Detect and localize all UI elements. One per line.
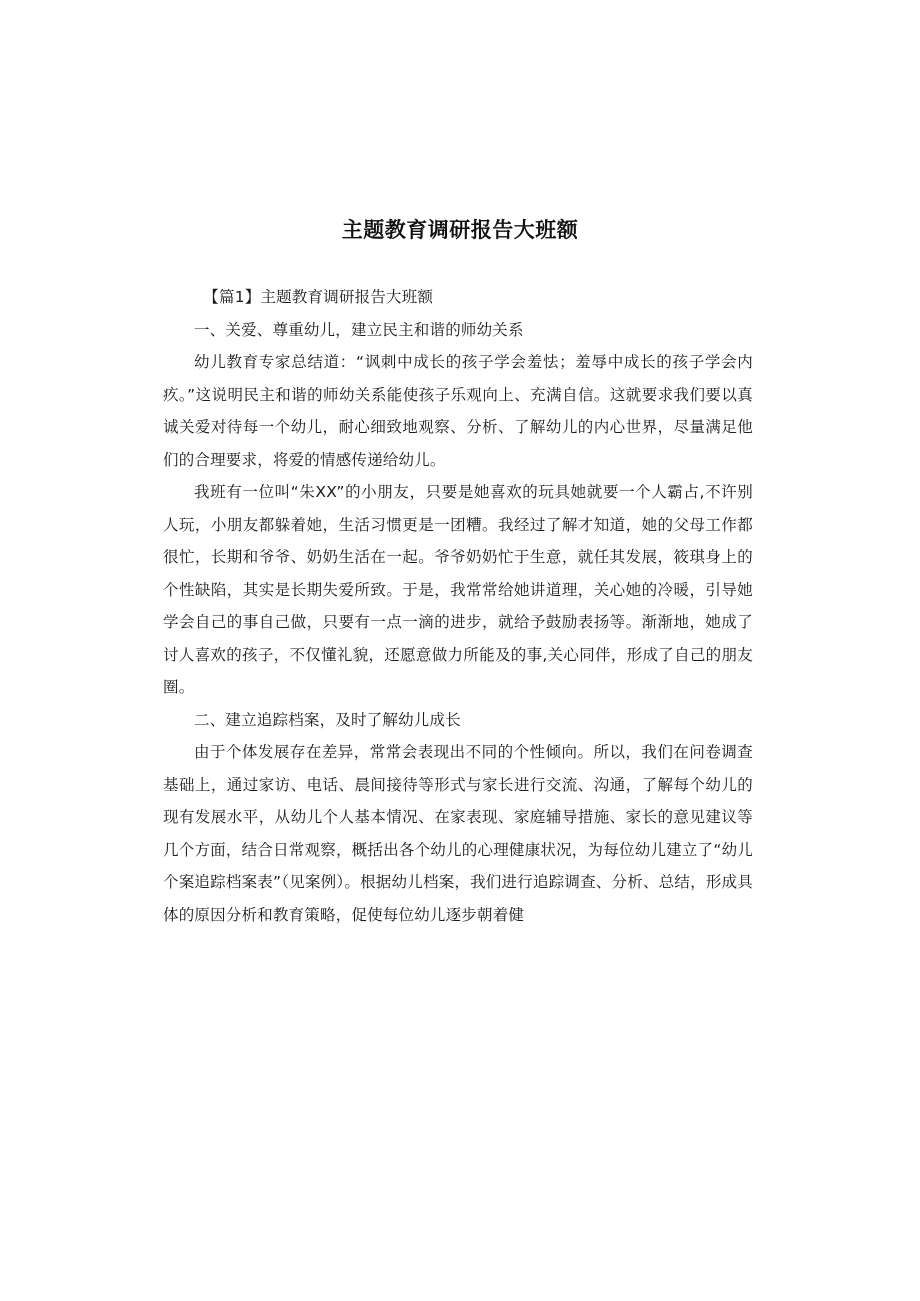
section-1-heading: 一、关爱、尊重幼儿，建立民主和谐的师幼关系	[194, 320, 524, 339]
paragraph-2: 我班有一位叫“朱XX”的小朋友，只要是她喜欢的玩具她就要一个人霸占,不许别人玩，小朋友都躲着她，生活习惯更是一团糟。我经过了解才知道，她的父母工作都很忙，长期和爷爷、奶奶生活在一起。爷爷奶奶忙于生意，就任其发展，筱琪身上的个性缺陷，其实是长期失爱所致。于是，我常常给她讲道理，关心她的冷暖，引导她学会自己的事自己做，只要有一点一滴的进步，就给予鼓励表扬等。渐渐地，她成了讨人喜欢的孩子，不仅懂礼貌，还愿意做力所能及的事,关心同伴，形成了自己的朋友圈。	[163, 483, 753, 696]
sub-heading: 【篇1】主题教育调研报告大班额	[203, 288, 434, 306]
paragraph-1: 幼儿教育专家总结道：“讽刺中成长的孩子学会羞怯；羞辱中成长的孩子学会内疚。”这说明民主和谐的师幼关系能使孩子乐观向上、充满自信。这就要求我们要以真诚关爱对待每一个幼儿，耐心细致地观察、分析、了解幼儿的内心世界，尽量满足他们的合理要求，将爱的情感传递给幼儿。	[163, 353, 753, 469]
document-title: 主题教育调研报告大班额	[341, 218, 579, 242]
section-2-heading: 二、建立追踪档案，及时了解幼儿成长	[194, 710, 461, 729]
paragraph-3: 由于个体发展存在差异，常常会表现出不同的个性倾向。所以，我们在问卷调查基础上，通过家访、电话、晨间接待等形式与家长进行交流、沟通，了解每个幼儿的现有发展水平，从幼儿个人基本情况、在家表现、家庭辅导措施、家长的意见建议等几个方面，结合日常观察，概括出各个幼儿的心理健康状况，为每位幼儿建立了“幼儿个案追踪档案表”（见案例）。根据幼儿档案，我们进行追踪调查、分析、总结，形成具体的原因分析和教育策略，促使每位幼儿逐步朝着健	[163, 743, 753, 924]
document-body	[163, 281, 753, 931]
